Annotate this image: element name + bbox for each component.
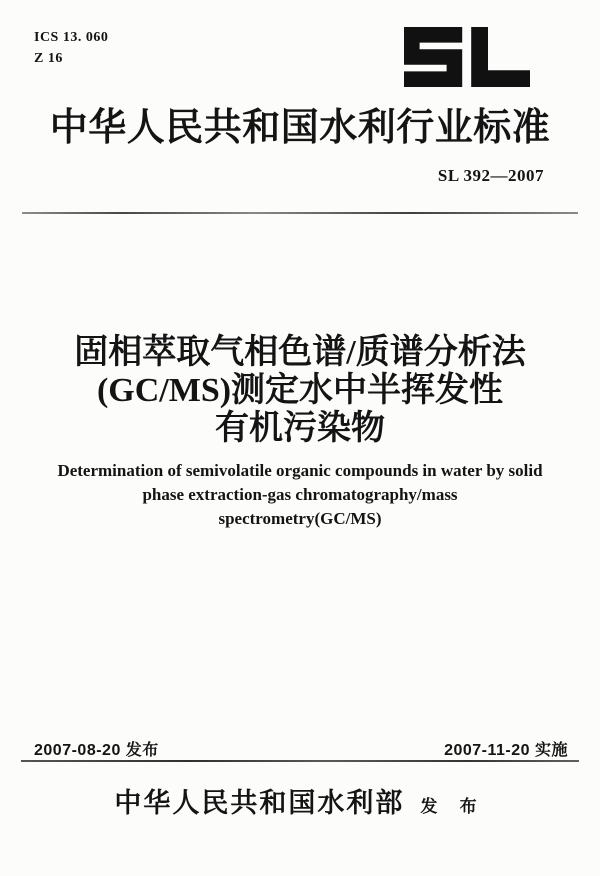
standard-number: SL 392—2007 <box>437 166 544 185</box>
ics-classification-block <box>34 27 108 69</box>
sl-logo-text <box>0 0 1 1</box>
chinese-title-line-2: (GC/MS)测定水中半挥发性 <box>96 372 504 409</box>
document-title-english <box>30 459 570 531</box>
header-divider <box>22 212 578 214</box>
effective-date: 2007-11-20 实施 <box>444 742 568 759</box>
footer-divider <box>21 760 579 762</box>
english-title-line-2: phase extraction-gas chromatography/mass <box>142 485 458 504</box>
english-title-line-1: Determination of semivolatile organic compounds in water by solid <box>57 461 543 480</box>
document-title-chinese <box>0 334 600 448</box>
footer-row <box>0 781 600 820</box>
ics-code: ICS 13. 060 <box>34 30 109 45</box>
chinese-title-line-3: 有机污染物 <box>215 410 385 447</box>
sl-logo-icon <box>404 26 530 88</box>
issue-date: 2007-08-20 发布 <box>34 742 159 759</box>
issuing-authority: 中华人民共和国水利部 <box>114 788 405 818</box>
chinese-title-line-1: 固相萃取气相色谱/质谱分析法 <box>74 334 526 371</box>
publish-label: 发 布 <box>420 797 486 816</box>
standard-category-title: 中华人民共和国水利行业标准 <box>49 107 551 149</box>
english-title-line-3: spectrometry(GC/MS) <box>218 509 382 528</box>
doc-class-code: Z 16 <box>34 51 63 66</box>
dates-row <box>34 737 568 760</box>
